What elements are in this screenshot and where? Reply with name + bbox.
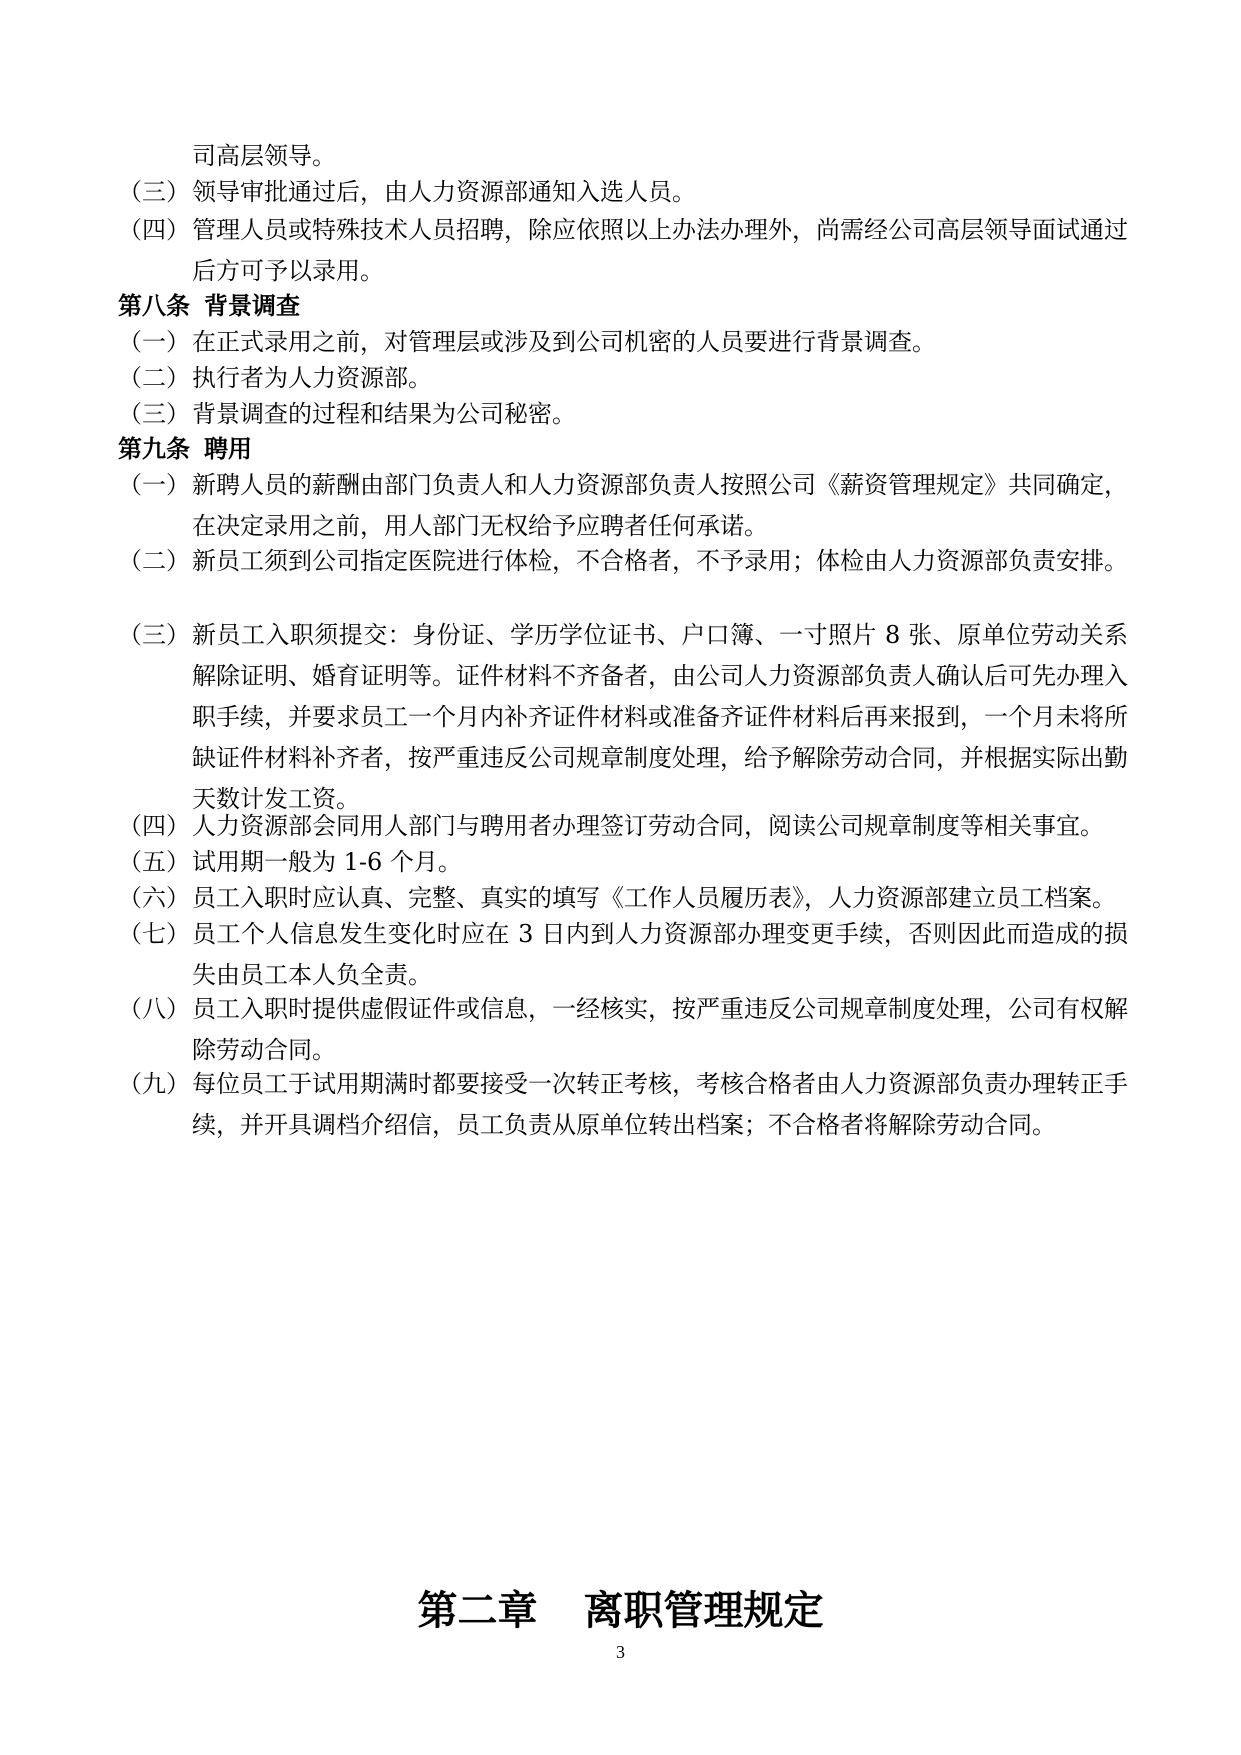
- item-number: （一）: [118, 328, 190, 356]
- item-number: （五）: [118, 848, 190, 876]
- item-number: （六）: [118, 884, 190, 912]
- list-item: [118, 806, 1128, 847]
- list-item: [118, 358, 1128, 399]
- item-text: 人力资源部会同用人部门与聘用者办理签订劳动合同，阅读公司规章制度等相关事宜。: [192, 812, 1104, 840]
- item-text: 背景调查的过程和结果为公司秘密。: [192, 400, 576, 428]
- list-item: [118, 322, 1128, 363]
- list-item: [118, 914, 1128, 996]
- item-text: 执行者为人力资源部。: [192, 364, 432, 392]
- list-item: [118, 989, 1128, 1071]
- item-number: （三）: [118, 400, 190, 428]
- list-item: [118, 615, 1128, 820]
- item-number: （四）: [118, 216, 190, 244]
- item-text: 新员工入职须提交：身份证、学历学位证书、户口簿、一寸照片 8 张、原单位劳动关系解除证明、婚育证明等。证件材料不齐备者，由公司人力资源部负责人确认后可先办理入职手续，并要求员工一个月内补齐证件材料或准备齐证件材料后再来报到，一个月未将所缺证件材料补齐者，按严重违反公司规章制度处理，给予解除劳动合同，并根据实际出勤天数计发工资。: [192, 621, 1128, 813]
- chapter-number: 第二章: [417, 1588, 538, 1634]
- list-item: [118, 1064, 1128, 1146]
- section-heading: [118, 429, 252, 470]
- section-number: 第九条: [118, 435, 190, 463]
- item-text: 员工入职时应认真、完整、真实的填写《工作人员履历表》，人力资源部建立员工档案。: [192, 884, 1116, 912]
- list-item: [118, 210, 1128, 292]
- item-number: （七）: [118, 920, 190, 948]
- list-item: [118, 172, 1128, 213]
- list-item: [118, 465, 1128, 547]
- item-number: （八）: [118, 995, 190, 1023]
- list-item: [118, 842, 1128, 883]
- item-text: 领导审批通过后，由人力资源部通知入选人员。: [192, 178, 696, 206]
- item-number: （三）: [118, 621, 190, 649]
- item-text: 在正式录用之前，对管理层或涉及到公司机密的人员要进行背景调查。: [192, 328, 936, 356]
- continuation-text: 司高层领导。: [192, 142, 336, 170]
- item-number: （九）: [118, 1070, 190, 1098]
- list-item: [118, 878, 1128, 919]
- item-number: （二）: [118, 547, 190, 575]
- list-item: [118, 394, 1128, 435]
- item-text: 试用期一般为 1-6 个月。: [192, 848, 462, 876]
- item-number: （二）: [118, 364, 190, 392]
- item-text: 每位员工于试用期满时都要接受一次转正考核，考核合格者由人力资源部负责办理转正手续，并开具调档介绍信，员工负责从原单位转出档案；不合格者将解除劳动合同。: [192, 1070, 1128, 1139]
- item-number: （一）: [118, 471, 190, 499]
- item-text: 新员工须到公司指定医院进行体检，不合格者，不予录用；体检由人力资源部负责安排。: [192, 547, 1128, 575]
- item-text: 员工个人信息发生变化时应在 3 日内到人力资源部办理变更手续，否则因此而造成的损失由员工本人负全责。: [192, 920, 1128, 989]
- item-text: 新聘人员的薪酬由部门负责人和人力资源部负责人按照公司《薪资管理规定》共同确定，在决定录用之前，用人部门无权给予应聘者任何承诺。: [192, 471, 1128, 540]
- page-number: 3: [616, 1642, 625, 1662]
- item-text: 管理人员或特殊技术人员招聘，除应依照以上办法办理外，尚需经公司高层领导面试通过后方可予以录用。: [192, 216, 1128, 285]
- section-number: 第八条: [118, 292, 190, 320]
- item-number: （四）: [118, 812, 190, 840]
- chapter-title: [0, 1583, 1241, 1639]
- section-title: 聘用: [204, 435, 252, 463]
- section-heading: [118, 286, 300, 327]
- chapter-name: 离职管理规定: [583, 1588, 824, 1634]
- item-text: 员工入职时提供虚假证件或信息，一经核实，按严重违反公司规章制度处理，公司有权解除劳动合同。: [192, 995, 1128, 1064]
- list-item: [118, 541, 1128, 582]
- item-number: （三）: [118, 178, 190, 206]
- section-title: 背景调查: [204, 292, 300, 320]
